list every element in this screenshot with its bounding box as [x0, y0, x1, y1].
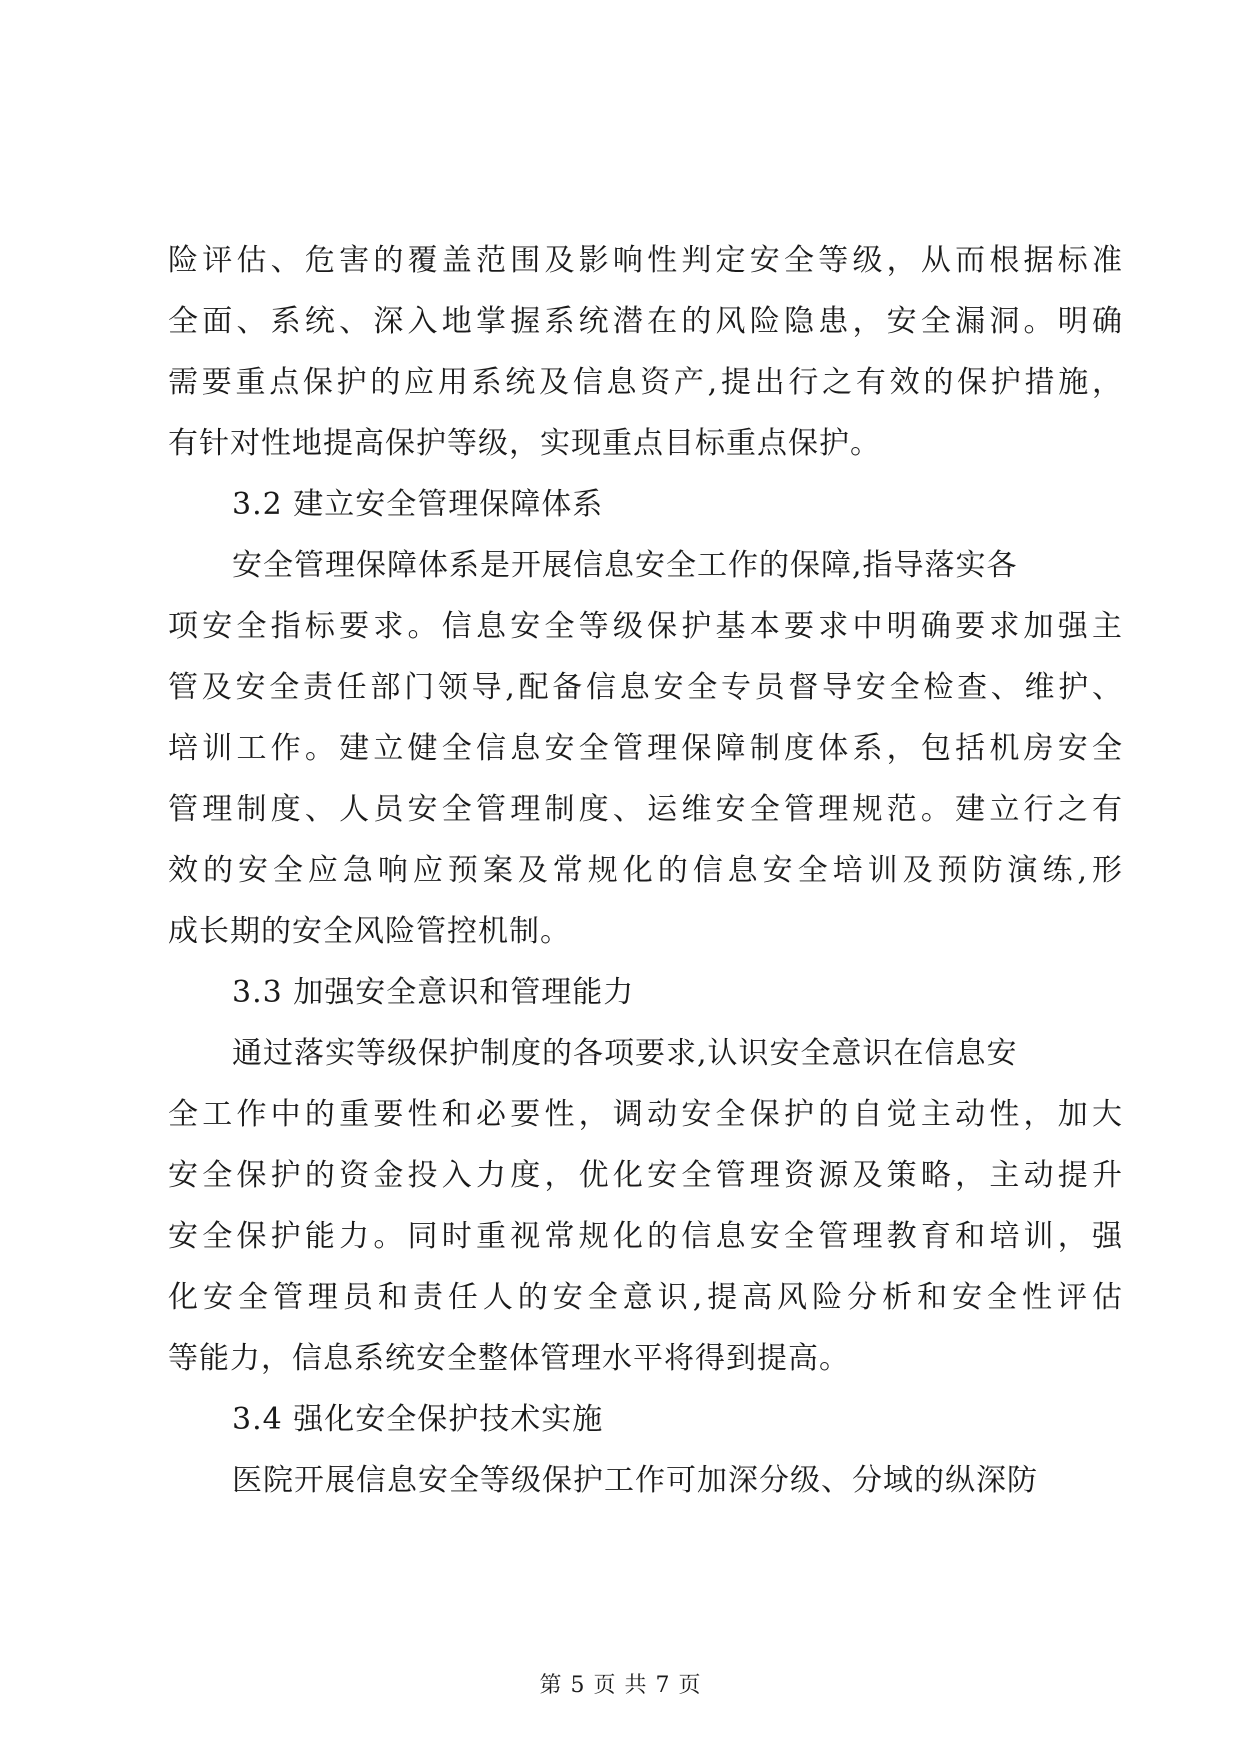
section-heading: 3.4 强化安全保护技术实施	[232, 1402, 604, 1437]
section-heading: 3.2 建立安全管理保障体系	[232, 487, 604, 522]
text-line: 需要重点保护的应用系统及信息资产,提出行之有效的保护措施，	[168, 365, 1123, 400]
text-line: 培训工作。建立健全信息安全管理保障制度体系，包括机房安全	[168, 731, 1123, 766]
text-line: 成长期的安全风险管控机制。	[168, 914, 571, 949]
text-line: 安全保护的资金投入力度，优化安全管理资源及策略，主动提升	[168, 1158, 1123, 1193]
text-line: 医院开展信息安全等级保护工作可加深分级、分域的纵深防	[232, 1463, 1038, 1498]
text-line: 全面、系统、深入地掌握系统潜在的风险隐患，安全漏洞。明确	[168, 304, 1123, 339]
text-line: 有针对性地提高保护等级，实现重点目标重点保护。	[168, 426, 881, 461]
body-text	[168, 230, 1123, 1511]
text-line: 管理制度、人员安全管理制度、运维安全管理规范。建立行之有	[168, 792, 1123, 827]
text-line: 通过落实等级保护制度的各项要求,认识安全意识在信息安	[232, 1036, 1018, 1071]
text-line: 等能力，信息系统安全整体管理水平将得到提高。	[168, 1341, 850, 1376]
page-footer: 第 5 页 共 7 页	[539, 1673, 702, 1698]
text-line: 效的安全应急响应预案及常规化的信息安全培训及预防演练,形	[168, 853, 1123, 888]
section-heading: 3.3 加强安全意识和管理能力	[232, 975, 635, 1010]
text-line: 管及安全责任部门领导,配备信息安全专员督导安全检查、维护、	[168, 670, 1123, 705]
text-line: 全工作中的重要性和必要性，调动安全保护的自觉主动性，加大	[168, 1097, 1123, 1132]
text-line: 险评估、危害的覆盖范围及影响性判定安全等级，从而根据标准	[168, 243, 1123, 278]
text-line: 安全保护能力。同时重视常规化的信息安全管理教育和培训，强	[168, 1219, 1123, 1254]
text-line: 项安全指标要求。信息安全等级保护基本要求中明确要求加强主	[168, 609, 1123, 644]
text-line: 化安全管理员和责任人的安全意识,提高风险分析和安全性评估	[168, 1280, 1123, 1315]
text-line: 安全管理保障体系是开展信息安全工作的保障,指导落实各	[232, 548, 1018, 583]
